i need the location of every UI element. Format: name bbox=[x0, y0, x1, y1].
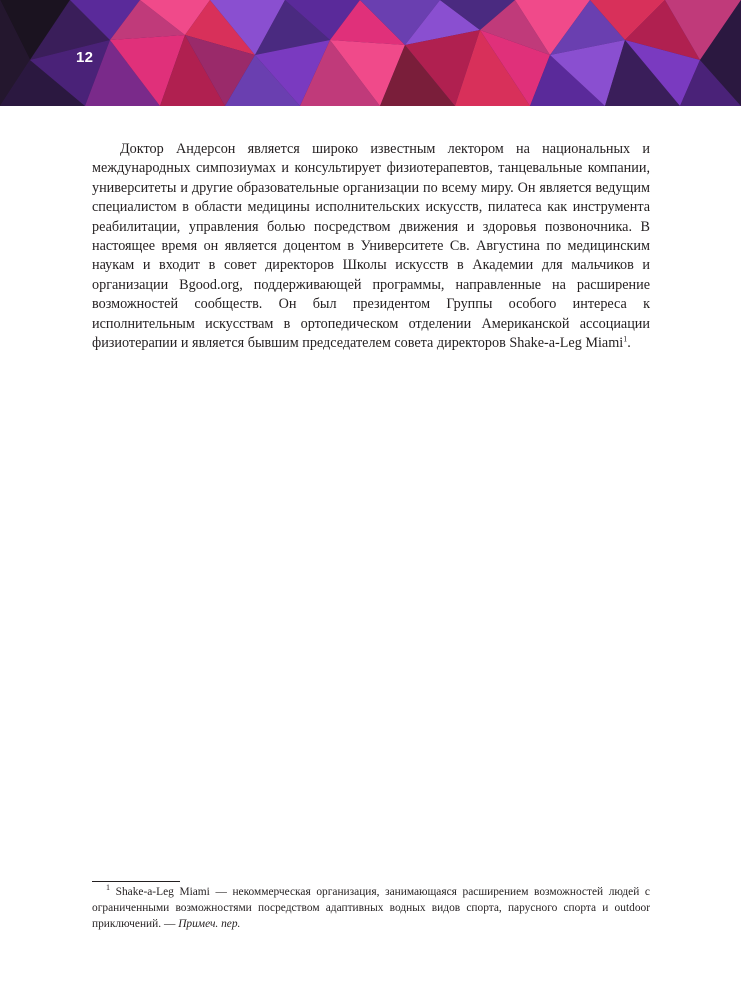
footnote-marker: 1 bbox=[106, 883, 110, 893]
paragraph-text: Доктор Андерсон является широко известным лектором на национальных и международных симпозиумах и консультирует физиотерапевтов, танцевальные компании, университеты и другие образовательные организации по всему миру. Он является ведущим специалистом в области медицины исполнительских искусств, пилатеса как инструмента реабилитации, управления болью посредством движения и здоровья позвоночника. В настоящее время он является доцентом в Университете Св. Августина по медицинским наукам и входит в совет директоров Школы искусств в Академии для мальчиков и организации Bgood.org, поддерживающей программы, направленные на расширение возможностей сообществ. Он был президентом Группы особого интереса к исполнительным искусствам в ортопедическом отделении Американской ассоциации физиотерапии и является бывшим председателем совета директоров Shake-a-Leg Miami bbox=[92, 141, 650, 352]
page-number: 12 bbox=[76, 49, 94, 66]
paragraph bbox=[92, 140, 650, 353]
body-text bbox=[92, 140, 650, 353]
translator-note: Примеч. пер. bbox=[178, 918, 241, 930]
header-banner bbox=[0, 0, 741, 106]
footnote-text: Shake-a-Leg Miami — некоммерческая организация, занимающаяся расширением возможностей людей с ограниченными возможностями посредством адаптивных водных видов спорта, парусного спорта и outdoor приключений. — bbox=[92, 886, 650, 930]
polygon-pattern-graphic bbox=[0, 0, 741, 106]
footnote-divider bbox=[92, 881, 180, 882]
footnote-reference: 1 bbox=[623, 334, 628, 344]
footnote bbox=[92, 884, 650, 932]
paragraph-end: . bbox=[627, 335, 631, 352]
